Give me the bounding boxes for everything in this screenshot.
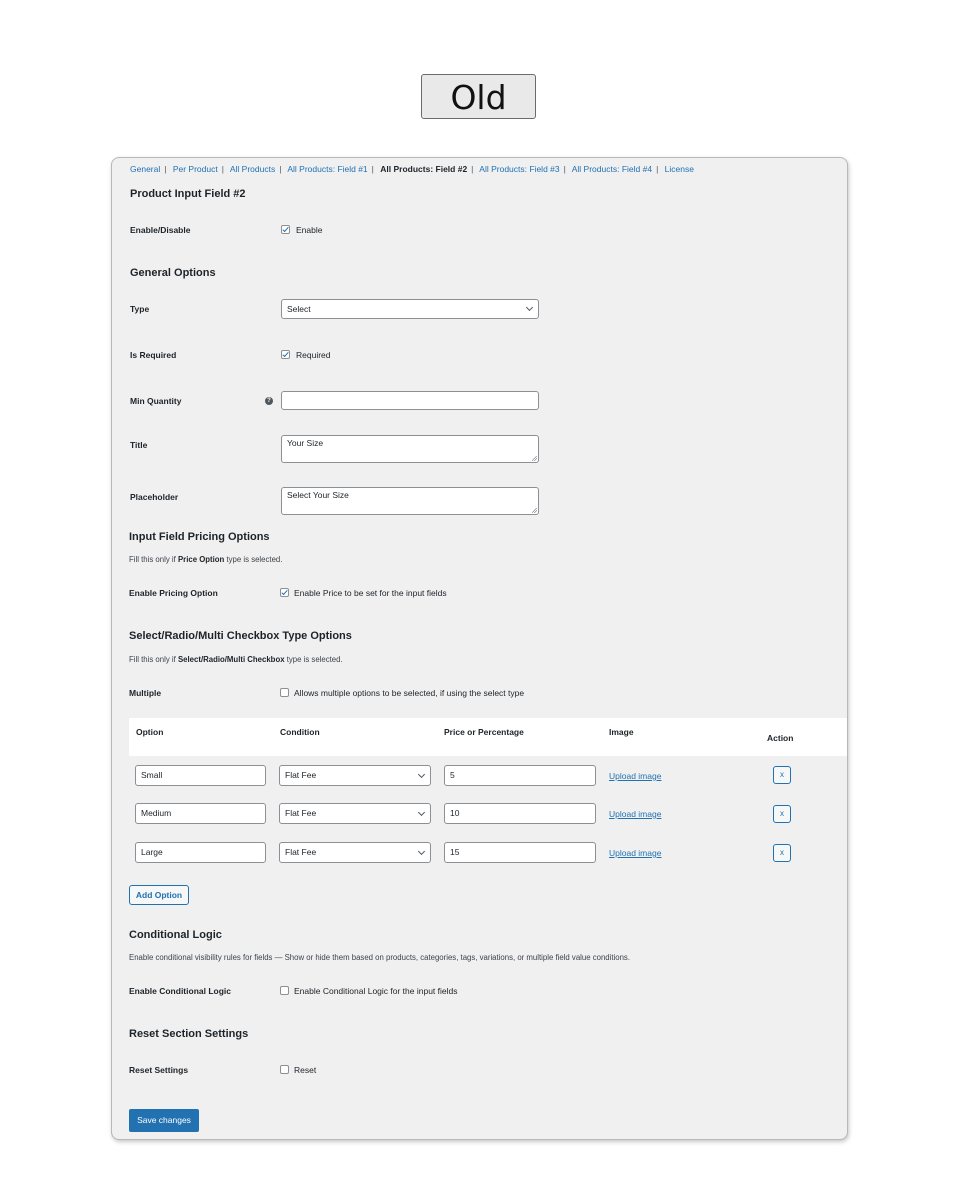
options-table-header — [129, 718, 848, 756]
tab-license[interactable]: License — [664, 164, 694, 174]
conditional-logic-heading: Conditional Logic — [129, 929, 222, 941]
min-quantity-input[interactable] — [281, 391, 539, 410]
tab-all-products-field-2[interactable]: All Products: Field #2 — [380, 164, 468, 174]
conditional-logic-checkbox-label: Enable Conditional Logic for the input fields — [294, 986, 458, 996]
multiple-checkbox[interactable] — [280, 688, 289, 697]
general-options-heading: General Options — [130, 267, 216, 279]
required-checkbox[interactable] — [281, 350, 290, 359]
upload-image-link[interactable]: Upload image — [609, 848, 662, 858]
tab-all-products-field-3[interactable]: All Products: Field #3 — [479, 164, 560, 174]
upload-image-link[interactable]: Upload image — [609, 771, 662, 781]
column-header-option: Option — [136, 727, 164, 737]
remove-option-button[interactable]: x — [773, 766, 791, 784]
price-input[interactable]: 5 — [444, 765, 596, 786]
enable-conditional-logic-label: Enable Conditional Logic — [129, 986, 231, 996]
pricing-options-heading: Input Field Pricing Options — [129, 531, 270, 543]
save-changes-button[interactable]: Save changes — [129, 1109, 199, 1132]
enable-pricing-option-label: Enable Pricing Option — [129, 588, 218, 598]
tab-all-products[interactable]: All Products — [229, 164, 276, 174]
price-input[interactable]: 15 — [444, 842, 596, 863]
column-header-action: Action — [767, 733, 794, 743]
min-quantity-label: Min Quantity — [130, 396, 182, 406]
select-type-options-heading: Select/Radio/Multi Checkbox Type Options — [129, 630, 352, 642]
add-option-button[interactable]: Add Option — [129, 885, 189, 905]
conditional-logic-description: Enable conditional visibility rules for fields — Show or hide them based on products, categories, tags, variations, or multiple field value conditions. — [129, 953, 630, 962]
condition-select[interactable] — [279, 842, 431, 863]
placeholder-label: Placeholder — [130, 492, 179, 502]
chevron-down-icon — [526, 304, 533, 311]
resize-handle-icon[interactable] — [532, 456, 537, 461]
reset-settings-label: Reset Settings — [129, 1065, 189, 1075]
resize-handle-icon[interactable] — [532, 508, 537, 513]
settings-tabs-nav: General | Per Product | All Products | All Products: Field #1 | All Products: Field #2 | All Products: Field #3 | All Products: Field #4 | License — [130, 164, 694, 174]
column-header-condition: Condition — [280, 727, 320, 737]
conditional-logic-checkbox[interactable] — [280, 986, 289, 995]
remove-option-button[interactable]: x — [773, 844, 791, 862]
tab-all-products-field-1[interactable]: All Products: Field #1 — [287, 164, 368, 174]
condition-select-value: Flat Fee — [285, 847, 317, 857]
chevron-down-icon — [418, 847, 425, 854]
pricing-options-description: Fill this only if Price Option type is selected. — [129, 555, 283, 564]
enable-pricing-checkbox-label: Enable Price to be set for the input fields — [294, 588, 447, 598]
tab-general[interactable]: General — [130, 164, 161, 174]
condition-select[interactable] — [279, 803, 431, 824]
title-label: Title — [130, 440, 148, 450]
column-header-image: Image — [609, 727, 634, 737]
enable-disable-label: Enable/Disable — [130, 225, 191, 235]
type-label: Type — [130, 304, 150, 314]
condition-select-value: Flat Fee — [285, 770, 317, 780]
tab-per-product[interactable]: Per Product — [172, 164, 218, 174]
condition-select[interactable] — [279, 765, 431, 786]
multiple-label: Multiple — [129, 688, 162, 698]
reset-section-heading: Reset Section Settings — [129, 1028, 249, 1040]
chevron-down-icon — [418, 808, 425, 815]
is-required-label: Is Required — [130, 350, 177, 360]
reset-checkbox[interactable] — [280, 1065, 289, 1074]
enable-checkbox-label: Enable — [296, 225, 323, 235]
old-label-badge: Old — [421, 74, 536, 119]
title-textarea-value: Your Size — [287, 438, 324, 448]
enable-pricing-checkbox[interactable] — [280, 588, 289, 597]
condition-select-value: Flat Fee — [285, 808, 317, 818]
reset-checkbox-label: Reset — [294, 1065, 317, 1075]
title-textarea[interactable] — [281, 435, 539, 463]
option-name-input[interactable]: Medium — [135, 803, 266, 824]
placeholder-textarea[interactable] — [281, 487, 539, 515]
option-name-input[interactable]: Large — [135, 842, 266, 863]
column-header-price: Price or Percentage — [444, 727, 524, 737]
upload-image-link[interactable]: Upload image — [609, 809, 662, 819]
type-select-value: Select — [287, 304, 311, 314]
help-icon[interactable]: ? — [265, 397, 273, 405]
type-select[interactable] — [281, 299, 539, 319]
select-type-options-description: Fill this only if Select/Radio/Multi Checkbox type is selected. — [129, 655, 343, 664]
price-input[interactable]: 10 — [444, 803, 596, 824]
multiple-checkbox-label: Allows multiple options to be selected, if using the select type — [294, 688, 525, 698]
remove-option-button[interactable]: x — [773, 805, 791, 823]
section-title: Product Input Field #2 — [130, 188, 246, 200]
enable-checkbox[interactable] — [281, 225, 290, 234]
option-name-input[interactable]: Small — [135, 765, 266, 786]
chevron-down-icon — [418, 770, 425, 777]
settings-panel — [111, 157, 848, 1140]
placeholder-textarea-value: Select Your Size — [287, 490, 349, 500]
required-checkbox-label: Required — [296, 350, 331, 360]
tab-all-products-field-4[interactable]: All Products: Field #4 — [571, 164, 653, 174]
